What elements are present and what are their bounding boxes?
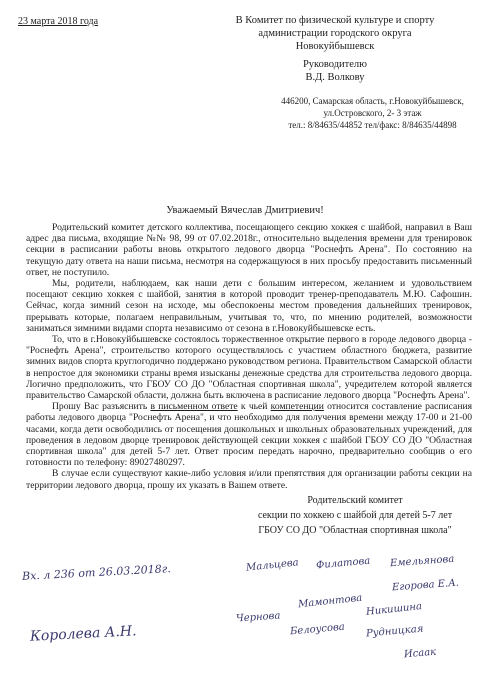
greeting: Уважаемый Вячеслав Дмитриевич! [166, 205, 324, 216]
paragraph-3: То, что в г.Новокуйбышевске состоялось торжественное открытие первого в городе ледового дворца - "Роснефть Арена", строительство которого осуществлялось с участием областного бюджета, развитие зимних видов спорта круглогодично поддержано руководством региона. Правительством Самарской области в непростое для экономики страны время изысканы денежные средства для строительства ледового дворца. Логично предположить, что ГБОУ СО ДО "Областная спортивная школа", учредителем которой является правительство Самарской области, должна быть включена в расписание ледового дворца "Роснефть Арена". [26, 334, 473, 402]
return-address-line-2: ул.Островского, 2- 3 этаж [323, 108, 422, 118]
addressee-title: Руководителю [302, 59, 368, 70]
addressee-line-2: администрации городского округа [258, 28, 412, 39]
return-address-line-3: тел.: 8/84635/44852 тел/факс: 8/84635/44898 [288, 120, 457, 130]
parent-signature: Емельянова [389, 553, 455, 570]
paragraph-4 [26, 401, 472, 468]
signature-line-3: ГБОУ СО ДО "Областная спортивная школа" [258, 525, 452, 536]
paragraph-2: Мы, родители, наблюдаем, как наши дети с большим интересом, желанием и удовольствием посещают секцию хоккея с шайбой, занятия в которой проводит тренер-преподаватель М.Ю. Сафошин. Сейчас, когда зимний сезон на исходе, мы обеспокоены местом проведения дальнейших тренировок, прерывать которые, полагаем неправильным, учитывая то, что, по мнению родителей, возможности заниматься зимними видами спорта независимо от сезона в г.Новокуйбышевске есть. [26, 278, 472, 334]
addressee-line-3: Новокуйбышевск [295, 41, 375, 52]
paragraph-4-text-3: относится составление расписания работы ледового дворца "Роснефть Арена", и что необходимо для получения времени между 17-00 и 21-00 часами, когда дети освободились от посещения дошкольных и школьных образовательных учреждений, для проведения в ледовом дворце тренировок действующей секции хоккея с шайбой ГБОУ СО ДО "Областная спортивная школа" для детей 5-7 лет. Ответ просим передать нарочно, предварительно сообщив о его готовности по телефону: 89027480297. [26, 401, 473, 469]
addressee-name: В.Д. Волкову [305, 72, 365, 83]
parent-signature: Чернова [235, 610, 281, 625]
receiver-signature: Королева А.Н. [29, 623, 137, 645]
parent-signature: Мамонтова [297, 592, 363, 611]
paragraph-4-underlined-1: в письменном ответе [150, 401, 238, 413]
paragraph-4-text-1: Прошу Вас разъяснить [52, 401, 151, 413]
paragraph-1: Родительский комитет детского коллектива, посещающего секцию хоккея с шайбой, направил в Ваш адрес два письма, входящие №№ 98, 99 от 07.02.2018г., относительно выделения времени для тренировок секции в расписании работы вновь открытого ледового дворца "Роснефть Арена". По состоянию на текущую дату ответа на наши письма, несмотря на содержащуюся в них просьбу предоставить письменный ответ, не поступило. [26, 222, 472, 278]
letter-date: 23 марта 2018 года [18, 16, 99, 27]
paragraph-4-text-2: к чьей [237, 401, 271, 413]
addressee-line-1: В Комитет по физической культуре и спорту [235, 15, 435, 26]
parent-signature: Рудницкая [365, 623, 424, 640]
signature-line-2: секции по хоккею с шайбой для детей 5-7 лет [257, 510, 453, 521]
received-note: Вх. л 236 от 26.03.2018г. [21, 562, 172, 583]
return-address-line-1: 446200, Самарская область, г.Новокуйбышевск, [281, 96, 464, 106]
parent-signature: Исаак [403, 646, 437, 661]
parent-signature: Филатова [315, 555, 371, 572]
parent-signature: Мальцева [245, 557, 300, 574]
paragraph-4-underlined-2: компетенции [270, 401, 324, 413]
letter-body [26, 222, 472, 491]
signature-line-1: Родительский комитет [307, 495, 403, 506]
parent-signature: Белоусова [289, 621, 346, 638]
parent-signature: Егорова Е.А. [391, 577, 460, 594]
paragraph-5: В случае если существуют какие-либо условия и/или препятствия для организации работы секции на территории ледового дворца, прошу их указать в Вашем ответе. [26, 468, 472, 491]
parent-signature: Никишина [365, 601, 423, 618]
